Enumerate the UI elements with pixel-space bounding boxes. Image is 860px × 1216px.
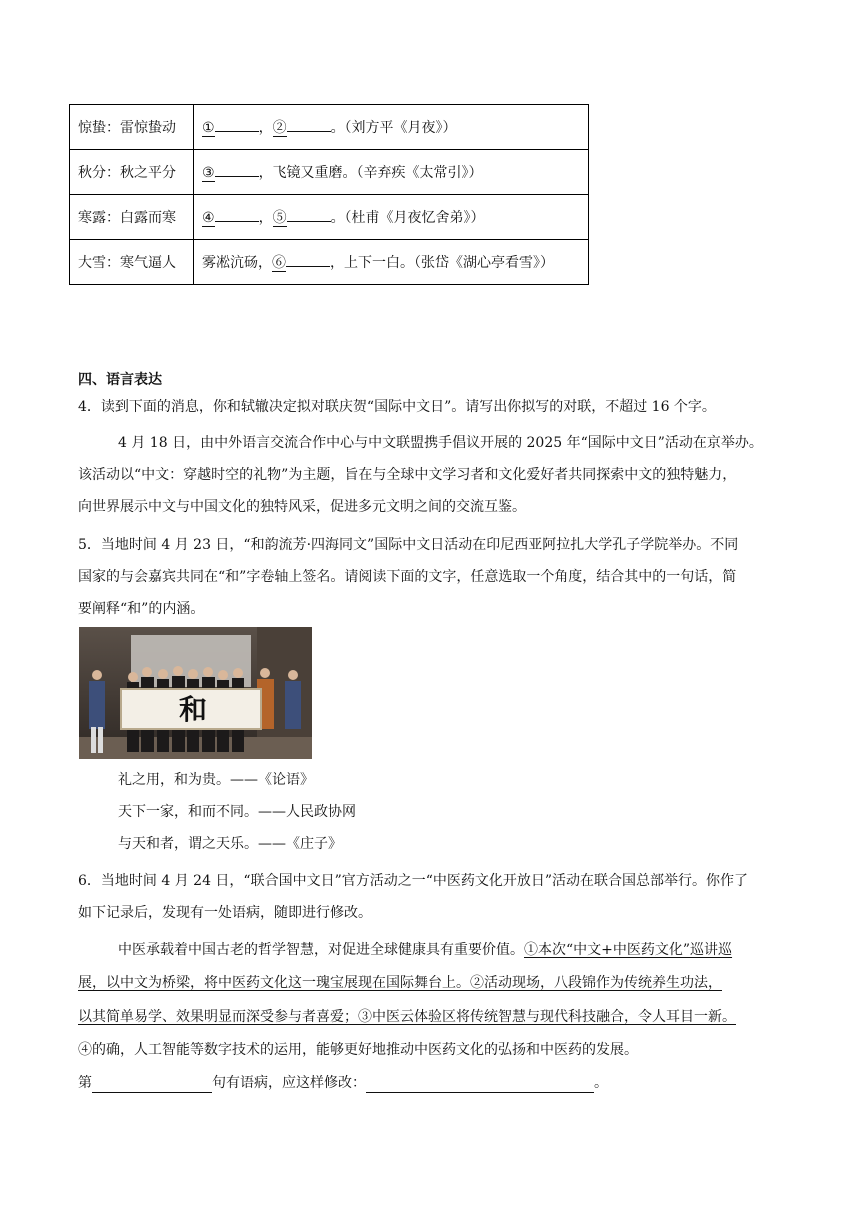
verse-cell: 雾凇沆砀，⑥ ，上下一白。（张岱《湖心亭看雪》） bbox=[194, 240, 589, 285]
quote-line: 天下一家，和而不同。——人民政协网 bbox=[118, 804, 356, 820]
scroll-character: 和 bbox=[179, 693, 208, 726]
verse-cell: ① ，② 。（刘方平《月夜》） bbox=[194, 105, 589, 150]
question-5-prompt: 5．当地时间 4 月 23 日，“和韵流芳·四海同文”国际中文日活动在印尼西亚阿拉扎大学孔子学院举办。不同 bbox=[78, 537, 739, 553]
record-paragraph-line: ④的确，人工智能等数字技术的运用，能够更好地推动中医药文化的弘扬和中医药的发展。 bbox=[78, 1042, 638, 1058]
answer-blank[interactable] bbox=[215, 176, 259, 177]
answer-blank[interactable] bbox=[287, 221, 331, 222]
question-5-prompt: 要阐释“和”的内涵。 bbox=[78, 601, 205, 617]
term-cell: 寒露：白露而寒 bbox=[70, 195, 194, 240]
verse-cell: ③ ，飞镜又重磨。（辛弃疾《太常引》） bbox=[194, 150, 589, 195]
term-cell: 大雪：寒气逼人 bbox=[70, 240, 194, 285]
record-paragraph-line: 以其简单易学、效果明显而深受参与者喜爱；③中医云体验区将传统智慧与现代科技融合，令人耳目一新。 bbox=[78, 1009, 736, 1025]
term-cell: 秋分：秋之平分 bbox=[70, 150, 194, 195]
table-row bbox=[70, 195, 589, 240]
record-paragraph-line: 展，以中文为桥梁，将中医药文化这一瑰宝展现在国际舞台上。②活动现场，八段锦作为传统养生功法， bbox=[78, 975, 722, 991]
table-row bbox=[70, 150, 589, 195]
answer-blank[interactable] bbox=[215, 131, 259, 132]
answer-blank[interactable] bbox=[287, 131, 331, 132]
section-title: 四、语言表达 bbox=[78, 372, 162, 388]
answer-blank[interactable] bbox=[215, 221, 259, 222]
news-paragraph-line: 4 月 18 日，由中外语言交流合作中心与中文联盟携手倡议开展的 2025 年“国际中文日”活动在京举办。 bbox=[118, 435, 763, 451]
revision-blank[interactable] bbox=[366, 1076, 594, 1093]
question-6-prompt: 如下记录后，发现有一处语病，随即进行修改。 bbox=[78, 905, 372, 921]
question-4-prompt: 4．读到下面的消息，你和轼辙决定拟对联庆贺“国际中文日”。请写出你拟写的对联，不超过 16 个字。 bbox=[78, 399, 716, 415]
event-photo bbox=[79, 627, 312, 759]
question-6-prompt: 6．当地时间 4 月 24 日，“联合国中文日”官方活动之一“中医药文化开放日”活动在联合国总部举行。你作了 bbox=[78, 873, 749, 889]
quote-line: 礼之用，和为贵。——《论语》 bbox=[118, 772, 314, 788]
verse-cell: ④ ，⑤ 。（杜甫《月夜忆舍弟》） bbox=[194, 195, 589, 240]
table-row bbox=[70, 240, 589, 285]
sentence-number-blank[interactable] bbox=[92, 1076, 212, 1093]
answer-line: 第 句有语病，应这样修改： 。 bbox=[78, 1075, 608, 1091]
record-paragraph-line: 中医承载着中国古老的哲学智慧，对促进全球健康具有重要价值。①本次“中文+中医药文化”巡讲巡 bbox=[118, 942, 733, 958]
question-5-prompt: 国家的与会嘉宾共同在“和”字卷轴上签名。请阅读下面的文字，任意选取一个角度，结合其中的一句话，简 bbox=[78, 569, 737, 585]
solar-term-table bbox=[69, 104, 589, 285]
term-cell: 惊蛰：雷惊蛰动 bbox=[70, 105, 194, 150]
news-paragraph-line: 该活动以“中文：穿越时空的礼物”为主题，旨在与全球中文学习者和文化爱好者共同探索中文的独特魅力， bbox=[78, 467, 737, 483]
table-row bbox=[70, 105, 589, 150]
answer-blank[interactable] bbox=[286, 266, 330, 267]
quote-line: 与天和者，谓之天乐。——《庄子》 bbox=[118, 836, 342, 852]
news-paragraph-line: 向世界展示中文与中国文化的独特风采，促进多元文明之间的交流互鉴。 bbox=[78, 499, 526, 515]
